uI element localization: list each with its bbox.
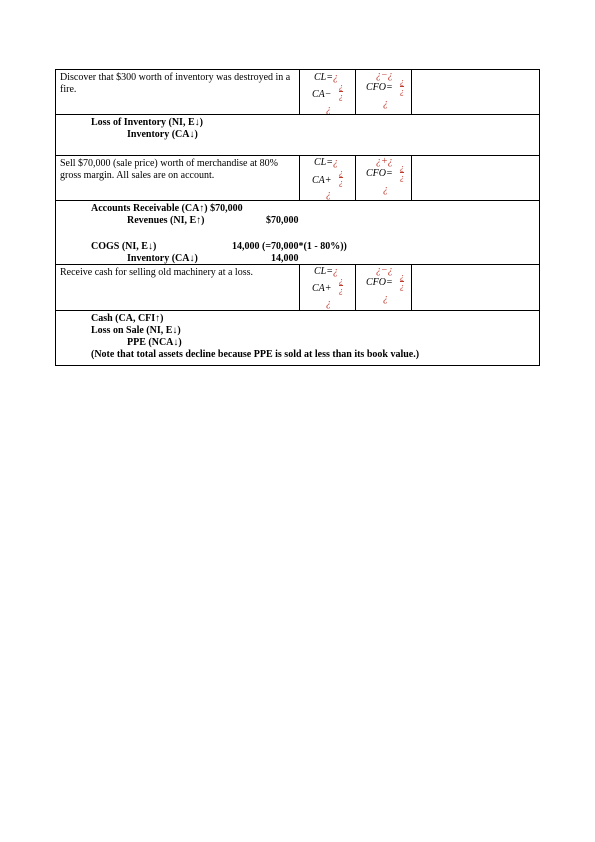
math-fraction: ¿: [339, 168, 343, 177]
entry-note: (Note that total assets decline because PPE is sold at less than its book value.): [91, 349, 420, 360]
question-row: [55, 69, 540, 114]
entry-line: Loss of Inventory (NI, E↓): [91, 117, 203, 128]
entry-line: Inventory (CA↓): [127, 253, 198, 264]
math-bottom: ¿: [383, 184, 388, 195]
journal-entry: [55, 200, 540, 265]
math-cl: CL=: [314, 157, 333, 168]
math-placeholder: ¿: [332, 266, 338, 277]
question-text: Receive cash for selling old machinery at a loss.: [60, 267, 253, 278]
math-fraction: ¿: [400, 163, 404, 172]
math-cell-cfo: [355, 265, 412, 310]
math-cell-cfo: [355, 156, 412, 200]
math-bottom: ¿: [326, 298, 331, 309]
math-ca: CA+: [312, 283, 332, 294]
math-ca: CA−: [312, 89, 332, 100]
entry-line: Loss on Sale (NI, E↓): [91, 325, 181, 336]
entry-amount: 14,000 (=70,000*(1 - 80%)): [232, 241, 347, 252]
entry-amount: 14,000: [271, 253, 299, 264]
journal-entry: [55, 114, 540, 156]
math-fraction: ¿: [400, 77, 404, 86]
question-row: [55, 156, 540, 200]
math-fraction: ¿: [400, 272, 404, 281]
entry-line: Revenues (NI, E↑): [127, 215, 205, 226]
math-cell-cfo: [355, 70, 412, 114]
math-fraction-denominator: ¿: [339, 92, 343, 101]
math-fraction: ¿: [339, 82, 343, 91]
math-top: ¿−¿: [376, 70, 393, 81]
math-bottom: ¿: [383, 293, 388, 304]
math-cl: CL=: [314, 266, 333, 277]
math-fraction-denominator: ¿: [400, 173, 404, 182]
math-fraction: ¿: [339, 276, 343, 285]
math-top: ¿+¿: [376, 156, 393, 167]
math-ca: CA+: [312, 175, 332, 186]
math-cfo: CFO=: [366, 82, 393, 93]
journal-entry: [55, 310, 540, 366]
entry-line: COGS (NI, E↓): [91, 241, 157, 252]
math-cfo: CFO=: [366, 277, 393, 288]
entry-line: Inventory (CA↓): [127, 129, 198, 140]
math-fraction-denominator: ¿: [339, 178, 343, 187]
math-cl: CL=: [314, 72, 333, 83]
question-row: [55, 265, 540, 310]
entry-line: Accounts Receivable (CA↑) $70,000: [91, 203, 243, 214]
math-cfo: CFO=: [366, 168, 393, 179]
math-placeholder: ¿: [332, 72, 338, 83]
math-bottom: ¿: [383, 98, 388, 109]
math-top: ¿−¿: [376, 265, 393, 276]
math-cell-cl-ca: [299, 265, 355, 310]
entry-amount: $70,000: [266, 215, 299, 226]
math-cell-cl-ca: [299, 70, 355, 114]
document-table: [55, 69, 540, 366]
math-fraction-denominator: ¿: [400, 282, 404, 291]
math-bottom: ¿: [326, 104, 331, 115]
math-cell-cl-ca: [299, 156, 355, 200]
question-text: Discover that $300 worth of inventory was destroyed in a fire.: [60, 72, 291, 95]
entry-line: Cash (CA, CFI↑): [91, 313, 164, 324]
entry-line: PPE (NCA↓): [127, 337, 182, 348]
math-placeholder: ¿: [332, 157, 338, 168]
math-fraction-denominator: ¿: [339, 286, 343, 295]
question-text: Sell $70,000 (sale price) worth of merchandise at 80% gross margin. All sales are on account.: [60, 158, 278, 181]
math-bottom: ¿: [326, 189, 331, 200]
math-fraction-denominator: ¿: [400, 87, 404, 96]
